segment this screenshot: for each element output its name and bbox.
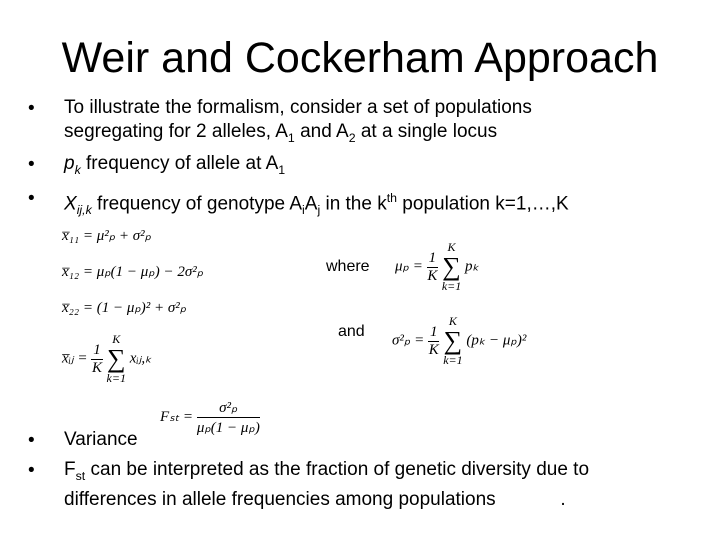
- equation-term: xᵢⱼ,ₖ: [129, 350, 152, 367]
- bullet-intro-line2b: and A: [294, 121, 349, 142]
- bullet-fst-interpretation: [64, 458, 704, 512]
- symbol-p: p: [64, 153, 75, 174]
- label-where: where: [326, 258, 370, 275]
- bullet-dot: •: [28, 460, 35, 481]
- equation-sigma: [392, 314, 526, 368]
- fraction: $\frac{1}{K}$: [92, 341, 103, 376]
- equation-lhs: Fₛₜ =: [160, 408, 194, 425]
- period: .: [560, 488, 566, 510]
- bullet-intro: [64, 96, 704, 150]
- fraction: $\frac{1}{K}$: [428, 323, 439, 358]
- bullet-variance: Variance: [64, 429, 138, 450]
- bullet-genotype-text: frequency of genotype A: [91, 193, 302, 215]
- bullet-genotype-text3: population k=1,…,K: [397, 193, 569, 215]
- fraction: $\frac{\text{σ²ₚ}}{\text{μₚ(1 − μₚ)}}$: [196, 400, 260, 436]
- bullet-allele-text: frequency of allele at A: [80, 153, 279, 174]
- fraction: $\frac{1}{K}$: [427, 249, 438, 284]
- symbol-x: X: [64, 193, 77, 215]
- symbol-f: F: [64, 459, 76, 480]
- bullet-fst-line1: can be interpreted as the fraction of genetic diversity due to: [85, 459, 590, 480]
- equation-lhs: μₚ =: [395, 258, 423, 275]
- subscript: i: [302, 203, 305, 218]
- summation: K ∑ k=1: [443, 314, 463, 367]
- equation-x12: x̅₁₂ = μₚ(1 − μₚ) − 2σ²ₚ: [62, 264, 204, 280]
- bullet-fst-line2: differences in allele frequencies among populations: [64, 488, 496, 510]
- equation-fst: [160, 398, 260, 437]
- equation-x22: x̅₂₂ = (1 − μₚ)² + σ²ₚ: [62, 300, 187, 316]
- equation-xij: [62, 332, 152, 386]
- bullet-genotype-text2: in the k: [320, 193, 387, 215]
- slide-title: Weir and Cockerham Approach: [61, 34, 659, 82]
- subscript: j: [317, 203, 321, 218]
- summation: K ∑ k=1: [106, 332, 126, 385]
- subscript: st: [75, 468, 86, 483]
- bullet-dot: •: [28, 188, 35, 209]
- symbol-a: A: [304, 193, 318, 215]
- bullet-intro-line2c: at a single locus: [355, 121, 498, 142]
- equation-lhs: x̅ᵢⱼ =: [62, 350, 88, 367]
- bullet-dot: •: [28, 154, 35, 175]
- bullet-genotype-frequency: [64, 186, 704, 222]
- summation: K ∑ k=1: [441, 240, 462, 293]
- equation-term: pₖ: [465, 258, 479, 275]
- superscript: th: [386, 191, 398, 205]
- label-and: and: [338, 323, 365, 340]
- subscript: 1: [278, 162, 286, 177]
- equation-mu: [395, 240, 479, 294]
- subscript: ij,k: [76, 203, 92, 218]
- subscript: 1: [287, 130, 295, 145]
- bullet-dot: •: [28, 430, 35, 451]
- equation-lhs: σ²ₚ =: [392, 332, 425, 349]
- subscript: 2: [348, 130, 356, 145]
- bullet-dot: •: [28, 98, 35, 119]
- bullet-allele-frequency: [64, 152, 704, 182]
- equation-term: (pₖ − μₚ)²: [466, 332, 527, 349]
- bullet-intro-line2a: segregating for 2 alleles, A: [64, 121, 288, 142]
- equation-x11: x̅₁₁ = μ²ₚ + σ²ₚ: [62, 228, 152, 244]
- subscript: k: [74, 162, 81, 177]
- bullet-intro-line1: To illustrate the formalism, consider a set of populations: [64, 97, 532, 118]
